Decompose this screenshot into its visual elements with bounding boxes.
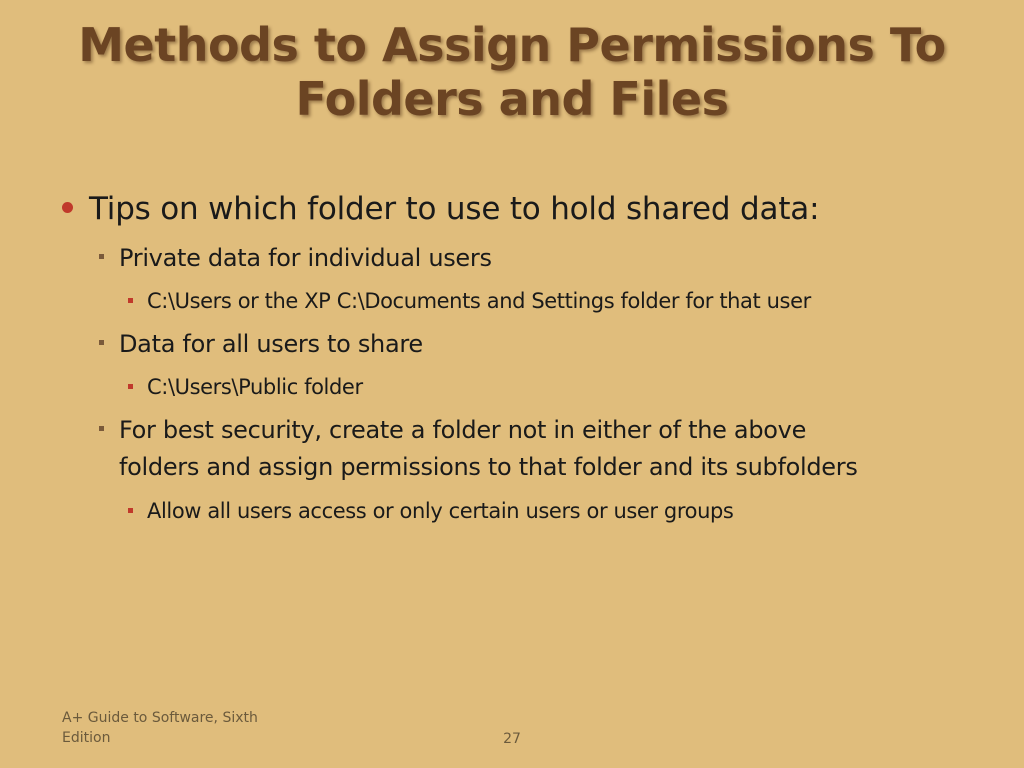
slide-title-line-1: Methods to Assign Permissions To	[78, 18, 946, 72]
bullet-text: Allow all users access or only certain users or user groups	[147, 499, 734, 523]
bullet-level2-best-security	[119, 412, 858, 486]
bullet-text-line-1: For best security, create a folder not in either of the above	[119, 416, 807, 444]
bullet-level3-allow-users	[147, 497, 733, 525]
footer-source-line-2: Edition	[62, 730, 111, 746]
bullet-level3-users-folder	[147, 287, 811, 315]
square-bullet-icon	[99, 426, 104, 431]
bullet-level1-tips	[89, 190, 819, 228]
page-number: 27	[503, 731, 521, 747]
bullet-text: Tips on which folder to use to hold shared data:	[89, 191, 820, 227]
square-bullet-icon	[128, 384, 133, 389]
round-bullet-icon	[62, 202, 73, 213]
bullet-text: C:\Users or the XP C:\Documents and Settings folder for that user	[147, 289, 811, 313]
square-bullet-icon	[99, 340, 104, 345]
bullet-level3-public-folder	[147, 373, 363, 401]
bullet-text: Data for all users to share	[119, 330, 423, 358]
bullet-text: Private data for individual users	[119, 244, 492, 272]
bullet-text: C:\Users\Public folder	[147, 375, 363, 399]
bullet-text-line-2: folders and assign permissions to that folder and its subfolders	[119, 453, 858, 481]
slide-title-line-2: Folders and Files	[295, 72, 729, 126]
footer-source	[62, 708, 282, 748]
bullet-level2-shared-data	[119, 326, 423, 363]
footer-source-line-1: A+ Guide to Software, Sixth	[62, 710, 258, 726]
square-bullet-icon	[128, 508, 133, 513]
bullet-level2-private-data	[119, 240, 492, 277]
square-bullet-icon	[128, 298, 133, 303]
square-bullet-icon	[99, 254, 104, 259]
